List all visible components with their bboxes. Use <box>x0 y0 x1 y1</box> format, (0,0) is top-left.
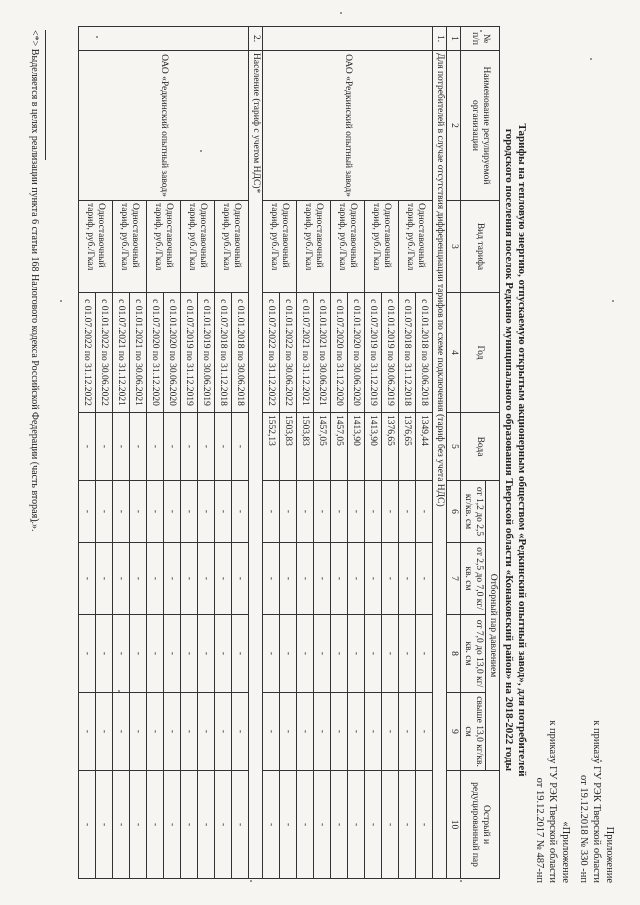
steam-tariff-cell: - <box>113 693 130 771</box>
header-pressure-4: свыше 13,0 кг/кв. см <box>461 693 486 771</box>
water-tariff-cell: 1376,65 <box>382 413 399 481</box>
water-tariff-cell: 1457,05 <box>314 413 331 481</box>
footnote: <*> Выделяется в целях реализации пункта 6 статьи 168 Налогового кодекса Российской Федерации (часть вторая).». <box>29 30 40 532</box>
steam-tariff-cell: - <box>164 543 181 615</box>
table-row <box>232 27 249 879</box>
header-num: № п/п <box>461 27 500 51</box>
steam-tariff-cell: - <box>416 543 433 615</box>
steam-tariff-cell: - <box>263 693 280 771</box>
empty-num-cell <box>79 27 249 51</box>
steam-tariff-cell: - <box>79 693 96 771</box>
column-number: 2 <box>447 51 461 201</box>
steam-tariff-cell: - <box>147 543 164 615</box>
steam-tariff-cell: - <box>181 771 198 879</box>
tariff-kind-cell: Одноставочный тариф, руб./Гкал <box>263 201 297 293</box>
steam-tariff-cell: - <box>263 771 280 879</box>
steam-tariff-cell: - <box>130 543 147 615</box>
header-line: к приказу ГУ РЭК Тверской области <box>547 720 558 883</box>
period-cell: с 01.07.2018 по 31.12.2018 <box>399 293 416 413</box>
water-tariff-cell: 1413,90 <box>348 413 365 481</box>
steam-tariff-cell: - <box>130 693 147 771</box>
steam-tariff-cell: - <box>399 615 416 693</box>
header-pressure-1: от 1,2 до 2,5 кг/кв. см <box>461 481 486 543</box>
steam-tariff-cell: - <box>365 693 382 771</box>
steam-tariff-cell: - <box>263 615 280 693</box>
steam-tariff-cell: - <box>365 543 382 615</box>
steam-tariff-cell: - <box>399 771 416 879</box>
period-cell: с 01.01.2021 по 30.06.2021 <box>314 293 331 413</box>
appendix-header-previous <box>533 720 572 883</box>
document-title <box>502 40 528 860</box>
steam-tariff-cell: - <box>164 481 181 543</box>
tariff-kind-cell: Одноставочный тариф, руб./Гкал <box>215 201 249 293</box>
period-cell: с 01.01.2018 по 30.06.2018 <box>416 293 433 413</box>
period-cell: с 01.07.2020 по 31.12.2020 <box>331 293 348 413</box>
steam-tariff-cell: - <box>297 693 314 771</box>
title-line: Тарифы на тепловую энергию, отпускаемую открытым акционерным обществом «Редкинский опытный завод», для потребителей <box>516 123 528 777</box>
water-tariff-cell: - <box>79 413 96 481</box>
period-cell: с 01.07.2019 по 31.12.2019 <box>181 293 198 413</box>
steam-tariff-cell: - <box>96 481 113 543</box>
steam-tariff-cell: - <box>399 543 416 615</box>
header-org: Наименование регулируемой организации <box>461 51 500 201</box>
steam-tariff-cell: - <box>365 771 382 879</box>
steam-tariff-cell: - <box>331 543 348 615</box>
steam-tariff-cell: - <box>181 543 198 615</box>
water-tariff-cell: 1503,83 <box>297 413 314 481</box>
period-cell: с 01.01.2020 по 30.06.2020 <box>164 293 181 413</box>
water-tariff-cell: - <box>96 413 113 481</box>
steam-tariff-cell: - <box>96 615 113 693</box>
steam-tariff-cell: - <box>314 543 331 615</box>
column-number: 3 <box>447 201 461 293</box>
steam-tariff-cell: - <box>215 771 232 879</box>
steam-tariff-cell: - <box>164 615 181 693</box>
period-cell: с 01.01.2019 по 30.06.2019 <box>382 293 399 413</box>
steam-tariff-cell: - <box>382 481 399 543</box>
steam-tariff-cell: - <box>198 771 215 879</box>
period-cell: с 01.01.2022 по 30.06.2022 <box>96 293 113 413</box>
period-cell: с 01.01.2019 по 30.06.2019 <box>198 293 215 413</box>
steam-tariff-cell: - <box>147 481 164 543</box>
header-year: Год <box>461 293 500 413</box>
steam-tariff-cell: - <box>232 771 249 879</box>
steam-tariff-cell: - <box>79 771 96 879</box>
water-tariff-cell: - <box>113 413 130 481</box>
header-kind: Вид тарифа <box>461 201 500 293</box>
steam-tariff-cell: - <box>331 481 348 543</box>
tariff-kind-cell: Одноставочный тариф, руб./Гкал <box>79 201 113 293</box>
steam-tariff-cell: - <box>96 693 113 771</box>
column-numbers-row <box>447 27 461 879</box>
tariff-kind-cell: Одноставочный тариф, руб./Гкал <box>365 201 399 293</box>
steam-tariff-cell: - <box>382 615 399 693</box>
steam-tariff-cell: - <box>113 543 130 615</box>
org-name-cell: ОАО «Редкинский опытный завод» <box>263 51 433 201</box>
steam-tariff-cell: - <box>164 771 181 879</box>
header-pressure-2: от 2,5 до 7,0 кг/кв. см <box>461 543 486 615</box>
steam-tariff-cell: - <box>382 543 399 615</box>
period-cell: с 01.01.2021 по 30.06.2021 <box>130 293 147 413</box>
tariff-table <box>78 26 500 879</box>
steam-tariff-cell: - <box>147 693 164 771</box>
water-tariff-cell: - <box>181 413 198 481</box>
header-pressure-3: от 7,0 до 13,0 кг/кв. см <box>461 615 486 693</box>
steam-tariff-cell: - <box>280 543 297 615</box>
tariff-kind-cell: Одноставочный тариф, руб./Гкал <box>181 201 215 293</box>
title-line: городского поселения поселок Редкино муниципального образования Тверской области «Конаковский район» на 2018-2022 годы <box>503 128 515 772</box>
water-tariff-cell: 1376,65 <box>399 413 416 481</box>
water-tariff-cell: 1349,44 <box>416 413 433 481</box>
column-number: 6 <box>447 481 461 543</box>
steam-tariff-cell: - <box>130 615 147 693</box>
steam-tariff-cell: - <box>280 693 297 771</box>
header-line: «Приложение <box>560 821 571 883</box>
section-title: Для потребителей в случае отсутствия дифференциации тарифов по схеме подключения (тариф без учета НДС) <box>433 51 447 879</box>
steam-tariff-cell: - <box>232 481 249 543</box>
steam-tariff-cell: - <box>365 615 382 693</box>
water-tariff-cell: - <box>215 413 232 481</box>
steam-tariff-cell: - <box>297 543 314 615</box>
column-number: 4 <box>447 293 461 413</box>
column-number: 7 <box>447 543 461 615</box>
steam-tariff-cell: - <box>297 771 314 879</box>
steam-tariff-cell: - <box>181 615 198 693</box>
steam-tariff-cell: - <box>79 615 96 693</box>
steam-tariff-cell: - <box>280 771 297 879</box>
steam-tariff-cell: - <box>215 481 232 543</box>
steam-tariff-cell: - <box>297 615 314 693</box>
steam-tariff-cell: - <box>348 693 365 771</box>
footnote-divider <box>45 30 46 160</box>
steam-tariff-cell: - <box>348 543 365 615</box>
steam-tariff-cell: - <box>348 771 365 879</box>
steam-tariff-cell: - <box>314 615 331 693</box>
steam-tariff-cell: - <box>263 543 280 615</box>
steam-tariff-cell: - <box>130 481 147 543</box>
steam-tariff-cell: - <box>297 481 314 543</box>
tariff-kind-cell: Одноставочный тариф, руб./Гкал <box>113 201 147 293</box>
water-tariff-cell: 1457,05 <box>331 413 348 481</box>
steam-tariff-cell: - <box>198 481 215 543</box>
steam-tariff-cell: - <box>232 615 249 693</box>
steam-tariff-cell: - <box>113 615 130 693</box>
appendix-header-current <box>577 720 616 883</box>
steam-tariff-cell: - <box>113 481 130 543</box>
period-cell: с 01.07.2019 по 31.12.2019 <box>365 293 382 413</box>
water-tariff-cell: - <box>164 413 181 481</box>
period-cell: с 01.07.2021 по 31.12.2021 <box>113 293 130 413</box>
empty-num-cell <box>263 27 433 51</box>
steam-tariff-cell: - <box>331 771 348 879</box>
steam-tariff-cell: - <box>314 771 331 879</box>
header-steam: Отборный пар давлением <box>486 481 500 771</box>
steam-tariff-cell: - <box>215 615 232 693</box>
period-cell: с 01.07.2022 по 31.12.2022 <box>79 293 96 413</box>
column-number: 8 <box>447 615 461 693</box>
steam-tariff-cell: - <box>198 543 215 615</box>
header-sharp-steam: Острый и редуцированный пар <box>461 771 500 879</box>
column-number: 1 <box>447 27 461 51</box>
header-line: от 19.12.2018 № 330 -нп <box>578 775 589 883</box>
table-header <box>447 27 500 879</box>
period-cell: с 01.01.2020 по 30.06.2020 <box>348 293 365 413</box>
column-number: 9 <box>447 693 461 771</box>
steam-tariff-cell: - <box>232 543 249 615</box>
steam-tariff-cell: - <box>416 693 433 771</box>
steam-tariff-cell: - <box>331 693 348 771</box>
steam-tariff-cell: - <box>130 771 147 879</box>
tariff-kind-cell: Одноставочный тариф, руб./Гкал <box>297 201 331 293</box>
tariff-kind-cell: Одноставочный тариф, руб./Гкал <box>331 201 365 293</box>
steam-tariff-cell: - <box>348 615 365 693</box>
steam-tariff-cell: - <box>416 615 433 693</box>
steam-tariff-cell: - <box>96 771 113 879</box>
steam-tariff-cell: - <box>215 543 232 615</box>
org-name-cell: ОАО «Редкинский опытный завод» <box>79 51 249 201</box>
period-cell: с 01.07.2022 по 31.12.2022 <box>263 293 280 413</box>
period-cell: с 01.07.2018 по 31.12.2018 <box>215 293 232 413</box>
period-cell: с 01.07.2021 по 31.12.2021 <box>297 293 314 413</box>
steam-tariff-cell: - <box>416 771 433 879</box>
water-tariff-cell: - <box>232 413 249 481</box>
steam-tariff-cell: - <box>96 543 113 615</box>
header-line: к приказу ГУ РЭК Тверской области <box>591 720 602 883</box>
steam-tariff-cell: - <box>147 615 164 693</box>
column-number: 10 <box>447 771 461 879</box>
water-tariff-cell: - <box>130 413 147 481</box>
water-tariff-cell: - <box>147 413 164 481</box>
steam-tariff-cell: - <box>181 481 198 543</box>
section-title-row <box>249 27 263 879</box>
header-line: Приложение <box>604 826 615 883</box>
tariff-kind-cell: Одноставочный тариф, руб./Гкал <box>147 201 181 293</box>
water-tariff-cell: 1552,13 <box>263 413 280 481</box>
steam-tariff-cell: - <box>147 771 164 879</box>
header-line: от 19.12.2017 № 487-нп <box>534 777 545 883</box>
steam-tariff-cell: - <box>314 693 331 771</box>
steam-tariff-cell: - <box>416 481 433 543</box>
steam-tariff-cell: - <box>198 693 215 771</box>
table-row <box>416 27 433 879</box>
steam-tariff-cell: - <box>79 481 96 543</box>
steam-tariff-cell: - <box>280 615 297 693</box>
steam-tariff-cell: - <box>113 771 130 879</box>
section-number: 1. <box>433 27 447 51</box>
section-title: Население (тариф с учетом НДС)* <box>249 51 263 879</box>
water-tariff-cell: 1503,83 <box>280 413 297 481</box>
steam-tariff-cell: - <box>331 615 348 693</box>
tariff-kind-cell: Одноставочный тариф, руб./Гкал <box>399 201 433 293</box>
steam-tariff-cell: - <box>399 693 416 771</box>
section-number: 2. <box>249 27 263 51</box>
steam-tariff-cell: - <box>198 615 215 693</box>
water-tariff-cell: - <box>198 413 215 481</box>
period-cell: с 01.07.2020 по 31.12.2020 <box>147 293 164 413</box>
steam-tariff-cell: - <box>164 693 181 771</box>
steam-tariff-cell: - <box>232 693 249 771</box>
steam-tariff-cell: - <box>263 481 280 543</box>
steam-tariff-cell: - <box>348 481 365 543</box>
section-title-row <box>433 27 447 879</box>
steam-tariff-cell: - <box>280 481 297 543</box>
period-cell: с 01.01.2022 по 30.06.2022 <box>280 293 297 413</box>
steam-tariff-cell: - <box>314 481 331 543</box>
steam-tariff-cell: - <box>382 771 399 879</box>
steam-tariff-cell: - <box>399 481 416 543</box>
steam-tariff-cell: - <box>79 543 96 615</box>
column-number: 5 <box>447 413 461 481</box>
period-cell: с 01.01.2018 по 30.06.2018 <box>232 293 249 413</box>
water-tariff-cell: 1413,90 <box>365 413 382 481</box>
steam-tariff-cell: - <box>215 693 232 771</box>
steam-tariff-cell: - <box>382 693 399 771</box>
table-body <box>79 27 447 879</box>
steam-tariff-cell: - <box>365 481 382 543</box>
header-water: Вода <box>461 413 500 481</box>
steam-tariff-cell: - <box>181 693 198 771</box>
